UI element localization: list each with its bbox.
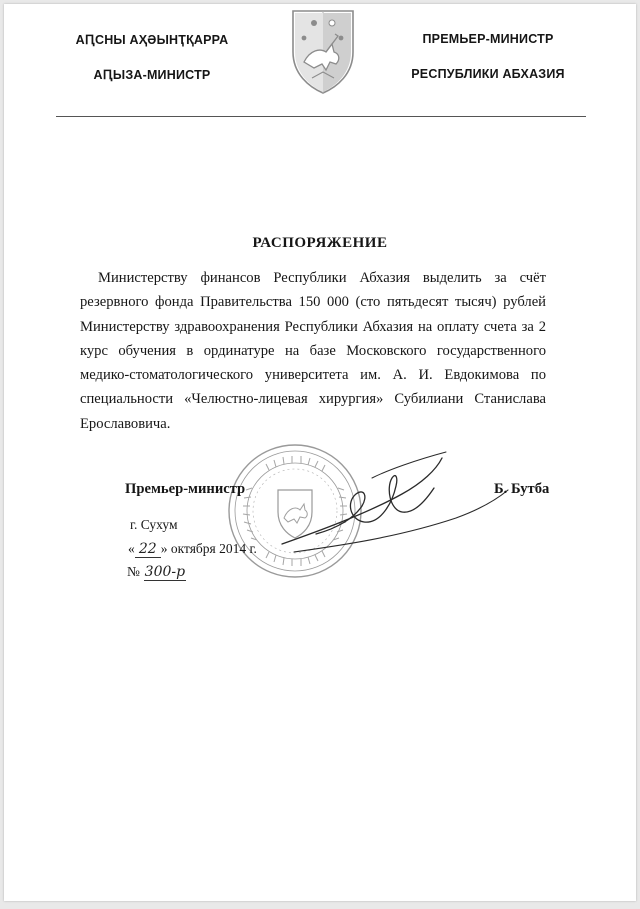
number-label: № [127,564,140,579]
header-right-line2: РЕСПУБЛИКИ АБХАЗИЯ [411,67,565,81]
issue-place: г. Сухум [130,517,178,532]
header-left-line2: АԤЫЗА-МИНИСТР [93,68,211,82]
handwritten-number: 300-р [144,564,186,580]
date-month-year: » октября 2014 г. [160,541,257,556]
header-divider [56,116,586,117]
abkhazia-emblem-icon [290,8,356,96]
signatory-title: Премьер-министр [125,481,246,497]
issue-date [128,541,257,558]
handwritten-signature-icon [276,448,514,558]
document-title: РАСПОРЯЖЕНИЕ [252,235,388,251]
header-left-line1: АԤСНЫ АҲӘЫНҬҚАРРА [75,33,229,47]
document-page [4,4,636,901]
header-right-line1: ПРЕМЬЕР-МИНИСТР [422,32,554,46]
handwritten-day: 22 [135,542,161,558]
order-number [127,564,186,581]
document-body: Министерству финансов Республики Абхазия выделить за счёт резервного фонда Правительства 150 000 (сто пятьдесят тысяч) рублей Министерству здравоохранения Республики Абхазия на оплату счета за 2 курс обучения в ординатуре на базе Московского государственного медико-стоматологического университета им. А. И. Евдокимова по специальности «Челюстно-лицевая хирургия» Субилиани Станислава Ерославовича. [80,270,546,432]
signatory-name: Б. Бутба [494,481,550,497]
date-open-quote: « [128,541,135,556]
